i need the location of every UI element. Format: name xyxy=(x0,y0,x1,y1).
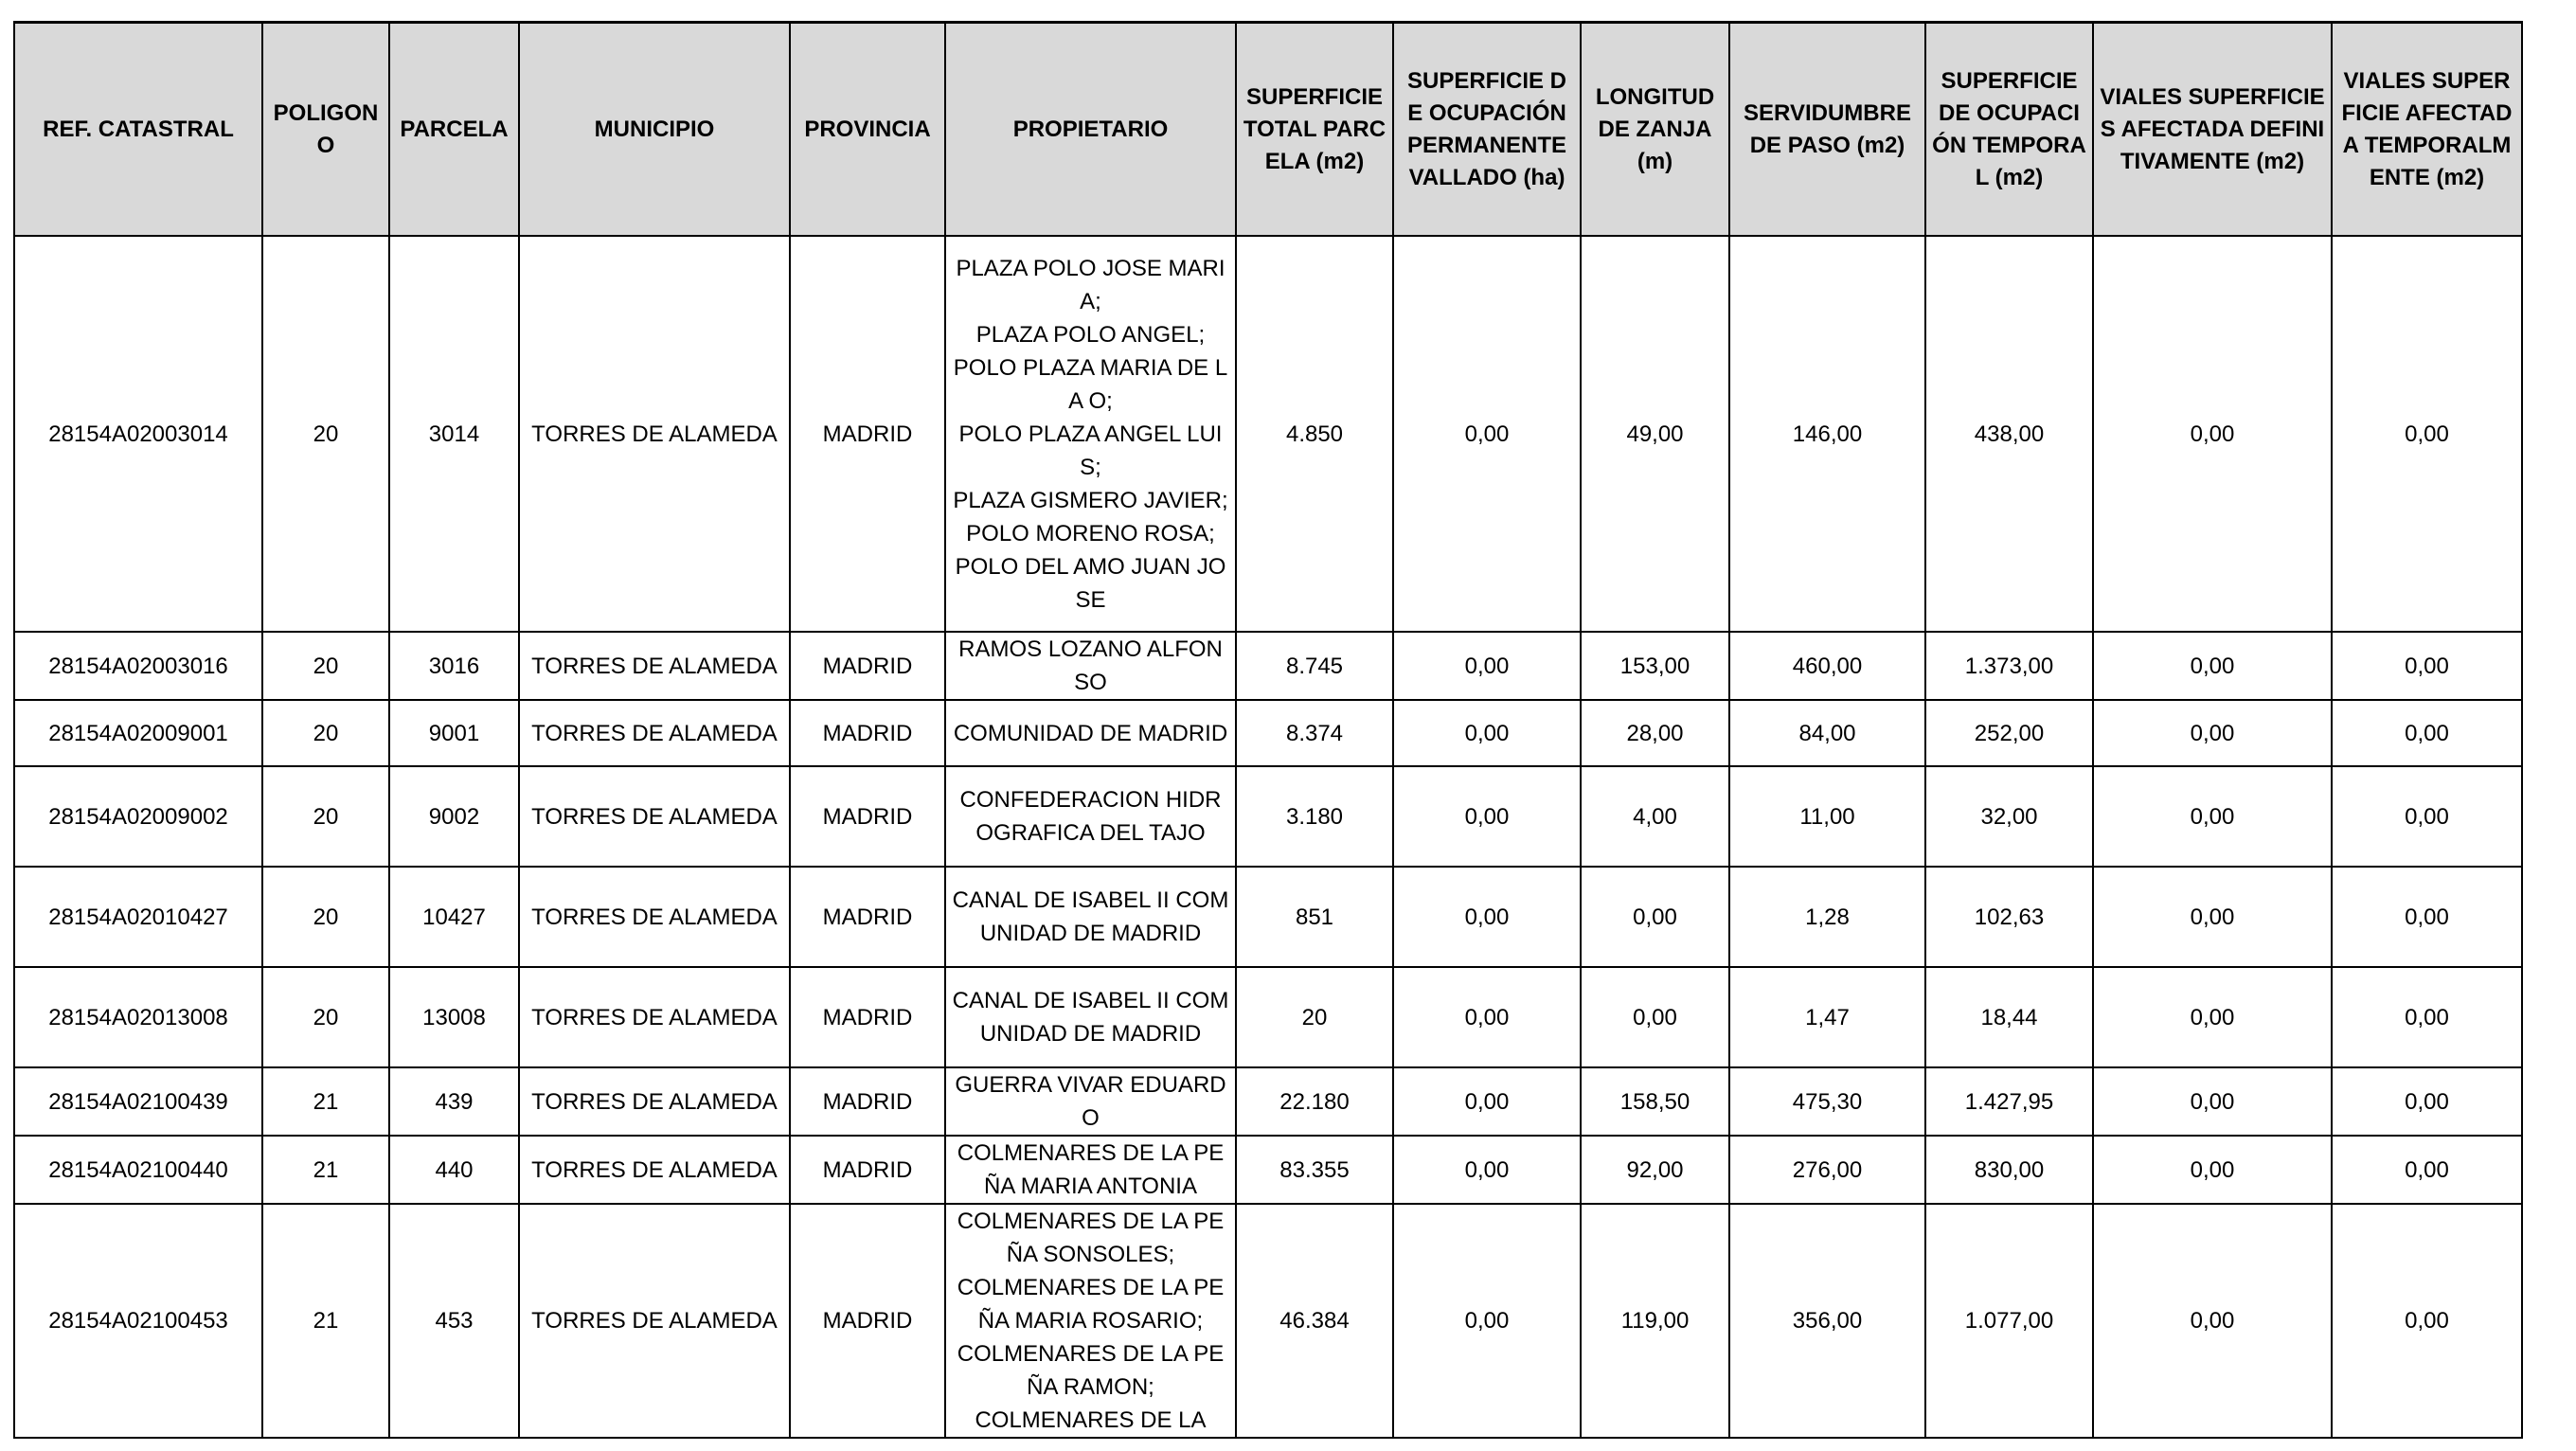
cell-ocupacion-temporal: 32,00 xyxy=(1925,766,2093,867)
cell-poligono: 20 xyxy=(262,766,389,867)
cell-propietario: COLMENARES DE LA PEÑA SONSOLES; COLMENARES DE LA PEÑA MARIA ROSARIO; COLMENARES DE LA PEÑA RAMON; COLMENARES DE LA xyxy=(945,1204,1236,1438)
cell-viales-definitiva: 0,00 xyxy=(2093,766,2332,867)
cell-viales-definitiva: 0,00 xyxy=(2093,867,2332,967)
cell-poligono: 21 xyxy=(262,1204,389,1438)
cell-viales-temporal: 0,00 xyxy=(2332,1204,2522,1438)
cell-longitud-zanja: 119,00 xyxy=(1581,1204,1729,1438)
cell-ref-catastral: 28154A02003014 xyxy=(14,236,262,632)
cell-provincia: MADRID xyxy=(790,700,945,766)
cell-superficie-total: 3.180 xyxy=(1236,766,1393,867)
cell-viales-temporal: 0,00 xyxy=(2332,1136,2522,1204)
cell-parcela: 440 xyxy=(389,1136,519,1204)
cell-ocupacion-permanente: 0,00 xyxy=(1393,1067,1581,1136)
cell-servidumbre-paso: 1,47 xyxy=(1729,967,1925,1067)
cell-parcela: 453 xyxy=(389,1204,519,1438)
cell-servidumbre-paso: 475,30 xyxy=(1729,1067,1925,1136)
col-header-viales-definitiva: VIALES SUPERFICIES AFECTADA DEFINITIVAMENTE (m2) xyxy=(2093,23,2332,237)
cell-propietario: COMUNIDAD DE MADRID xyxy=(945,700,1236,766)
cell-provincia: MADRID xyxy=(790,867,945,967)
cell-superficie-total: 4.850 xyxy=(1236,236,1393,632)
cell-viales-definitiva: 0,00 xyxy=(2093,632,2332,700)
table-row xyxy=(14,1067,2522,1136)
cell-longitud-zanja: 0,00 xyxy=(1581,867,1729,967)
cell-municipio: TORRES DE ALAMEDA xyxy=(519,867,790,967)
header-row xyxy=(14,23,2522,237)
cell-provincia: MADRID xyxy=(790,632,945,700)
cell-ocupacion-permanente: 0,00 xyxy=(1393,1136,1581,1204)
cell-superficie-total: 8.374 xyxy=(1236,700,1393,766)
table-row xyxy=(14,1204,2522,1438)
cell-ocupacion-temporal: 1.427,95 xyxy=(1925,1067,2093,1136)
cell-poligono: 20 xyxy=(262,867,389,967)
table-body xyxy=(14,236,2522,1438)
cell-viales-temporal: 0,00 xyxy=(2332,867,2522,967)
cell-ref-catastral: 28154A02013008 xyxy=(14,967,262,1067)
cell-ocupacion-permanente: 0,00 xyxy=(1393,967,1581,1067)
col-header-ocupacion-permanente: SUPERFICIE DE OCUPACIÓN PERMANENTE VALLADO (ha) xyxy=(1393,23,1581,237)
cell-longitud-zanja: 158,50 xyxy=(1581,1067,1729,1136)
cell-viales-temporal: 0,00 xyxy=(2332,766,2522,867)
cell-propietario: RAMOS LOZANO ALFONSO xyxy=(945,632,1236,700)
cell-ocupacion-temporal: 830,00 xyxy=(1925,1136,2093,1204)
cell-servidumbre-paso: 84,00 xyxy=(1729,700,1925,766)
cell-ref-catastral: 28154A02100453 xyxy=(14,1204,262,1438)
cell-poligono: 21 xyxy=(262,1136,389,1204)
cell-servidumbre-paso: 356,00 xyxy=(1729,1204,1925,1438)
col-header-provincia: PROVINCIA xyxy=(790,23,945,237)
col-header-longitud-zanja: LONGITUD DE ZANJA (m) xyxy=(1581,23,1729,237)
cell-longitud-zanja: 4,00 xyxy=(1581,766,1729,867)
cell-ocupacion-permanente: 0,00 xyxy=(1393,632,1581,700)
cell-parcela: 13008 xyxy=(389,967,519,1067)
cell-parcela: 439 xyxy=(389,1067,519,1136)
cell-viales-temporal: 0,00 xyxy=(2332,1067,2522,1136)
cell-longitud-zanja: 92,00 xyxy=(1581,1136,1729,1204)
cell-poligono: 20 xyxy=(262,967,389,1067)
table-row xyxy=(14,632,2522,700)
cell-propietario: COLMENARES DE LA PEÑA MARIA ANTONIA xyxy=(945,1136,1236,1204)
cell-viales-temporal: 0,00 xyxy=(2332,967,2522,1067)
cell-ocupacion-permanente: 0,00 xyxy=(1393,1204,1581,1438)
cell-viales-definitiva: 0,00 xyxy=(2093,1067,2332,1136)
cell-municipio: TORRES DE ALAMEDA xyxy=(519,766,790,867)
col-header-ref-catastral: REF. CATASTRAL xyxy=(14,23,262,237)
cell-propietario: CONFEDERACION HIDROGRAFICA DEL TAJO xyxy=(945,766,1236,867)
cell-provincia: MADRID xyxy=(790,236,945,632)
cell-poligono: 20 xyxy=(262,236,389,632)
cell-propietario: CANAL DE ISABEL II COMUNIDAD DE MADRID xyxy=(945,967,1236,1067)
cell-ocupacion-permanente: 0,00 xyxy=(1393,766,1581,867)
cell-provincia: MADRID xyxy=(790,1067,945,1136)
cell-servidumbre-paso: 11,00 xyxy=(1729,766,1925,867)
cell-parcela: 9001 xyxy=(389,700,519,766)
cell-ref-catastral: 28154A02100439 xyxy=(14,1067,262,1136)
cell-superficie-total: 22.180 xyxy=(1236,1067,1393,1136)
cell-provincia: MADRID xyxy=(790,967,945,1067)
cell-provincia: MADRID xyxy=(790,1204,945,1438)
cell-municipio: TORRES DE ALAMEDA xyxy=(519,1067,790,1136)
table-row xyxy=(14,867,2522,967)
table-row xyxy=(14,700,2522,766)
cell-ref-catastral: 28154A02003016 xyxy=(14,632,262,700)
cell-municipio: TORRES DE ALAMEDA xyxy=(519,967,790,1067)
cell-superficie-total: 8.745 xyxy=(1236,632,1393,700)
cell-ocupacion-temporal: 1.077,00 xyxy=(1925,1204,2093,1438)
cell-ocupacion-permanente: 0,00 xyxy=(1393,700,1581,766)
cell-provincia: MADRID xyxy=(790,1136,945,1204)
cell-superficie-total: 83.355 xyxy=(1236,1136,1393,1204)
cell-ocupacion-temporal: 438,00 xyxy=(1925,236,2093,632)
cell-municipio: TORRES DE ALAMEDA xyxy=(519,236,790,632)
col-header-ocupacion-temporal: SUPERFICIE DE OCUPACIÓN TEMPORAL (m2) xyxy=(1925,23,2093,237)
cell-ocupacion-temporal: 102,63 xyxy=(1925,867,2093,967)
parcel-table xyxy=(13,21,2523,1439)
cell-municipio: TORRES DE ALAMEDA xyxy=(519,1204,790,1438)
cell-parcela: 3014 xyxy=(389,236,519,632)
cell-servidumbre-paso: 1,28 xyxy=(1729,867,1925,967)
cell-municipio: TORRES DE ALAMEDA xyxy=(519,700,790,766)
col-header-parcela: PARCELA xyxy=(389,23,519,237)
cell-ref-catastral: 28154A02009001 xyxy=(14,700,262,766)
table-row xyxy=(14,967,2522,1067)
col-header-poligono: POLIGONO xyxy=(262,23,389,237)
cell-longitud-zanja: 28,00 xyxy=(1581,700,1729,766)
cell-longitud-zanja: 49,00 xyxy=(1581,236,1729,632)
cell-ref-catastral: 28154A02010427 xyxy=(14,867,262,967)
cell-longitud-zanja: 153,00 xyxy=(1581,632,1729,700)
cell-ocupacion-temporal: 18,44 xyxy=(1925,967,2093,1067)
cell-poligono: 20 xyxy=(262,700,389,766)
cell-propietario: PLAZA POLO JOSE MARIA; PLAZA POLO ANGEL; POLO PLAZA MARIA DE LA O; POLO PLAZA ANGEL LUIS; PLAZA GISMERO JAVIER; POLO MORENO ROSA; POLO DEL AMO JUAN JOSE xyxy=(945,236,1236,632)
col-header-servidumbre-paso: SERVIDUMBRE DE PASO (m2) xyxy=(1729,23,1925,237)
cell-viales-temporal: 0,00 xyxy=(2332,700,2522,766)
cell-superficie-total: 20 xyxy=(1236,967,1393,1067)
cell-poligono: 21 xyxy=(262,1067,389,1136)
cell-propietario: GUERRA VIVAR EDUARDO xyxy=(945,1067,1236,1136)
col-header-propietario: PROPIETARIO xyxy=(945,23,1236,237)
table-row xyxy=(14,766,2522,867)
cell-municipio: TORRES DE ALAMEDA xyxy=(519,632,790,700)
cell-ref-catastral: 28154A02009002 xyxy=(14,766,262,867)
cell-viales-definitiva: 0,00 xyxy=(2093,967,2332,1067)
cell-parcela: 9002 xyxy=(389,766,519,867)
cell-viales-definitiva: 0,00 xyxy=(2093,700,2332,766)
table-row xyxy=(14,236,2522,632)
cell-viales-definitiva: 0,00 xyxy=(2093,1204,2332,1438)
cell-ocupacion-permanente: 0,00 xyxy=(1393,236,1581,632)
cell-viales-temporal: 0,00 xyxy=(2332,632,2522,700)
cell-ocupacion-temporal: 1.373,00 xyxy=(1925,632,2093,700)
cell-superficie-total: 46.384 xyxy=(1236,1204,1393,1438)
cell-superficie-total: 851 xyxy=(1236,867,1393,967)
cell-viales-definitiva: 0,00 xyxy=(2093,1136,2332,1204)
cell-viales-temporal: 0,00 xyxy=(2332,236,2522,632)
cell-ocupacion-permanente: 0,00 xyxy=(1393,867,1581,967)
cell-parcela: 3016 xyxy=(389,632,519,700)
cell-poligono: 20 xyxy=(262,632,389,700)
cell-longitud-zanja: 0,00 xyxy=(1581,967,1729,1067)
col-header-viales-temporal: VIALES SUPERFICIE AFECTADA TEMPORALMENTE (m2) xyxy=(2332,23,2522,237)
col-header-superficie-total: SUPERFICIE TOTAL PARCELA (m2) xyxy=(1236,23,1393,237)
cell-viales-definitiva: 0,00 xyxy=(2093,236,2332,632)
cell-ocupacion-temporal: 252,00 xyxy=(1925,700,2093,766)
cell-servidumbre-paso: 276,00 xyxy=(1729,1136,1925,1204)
cell-municipio: TORRES DE ALAMEDA xyxy=(519,1136,790,1204)
cell-parcela: 10427 xyxy=(389,867,519,967)
cell-provincia: MADRID xyxy=(790,766,945,867)
cell-servidumbre-paso: 146,00 xyxy=(1729,236,1925,632)
cell-ref-catastral: 28154A02100440 xyxy=(14,1136,262,1204)
col-header-municipio: MUNICIPIO xyxy=(519,23,790,237)
table-row xyxy=(14,1136,2522,1204)
cell-servidumbre-paso: 460,00 xyxy=(1729,632,1925,700)
cell-propietario: CANAL DE ISABEL II COMUNIDAD DE MADRID xyxy=(945,867,1236,967)
